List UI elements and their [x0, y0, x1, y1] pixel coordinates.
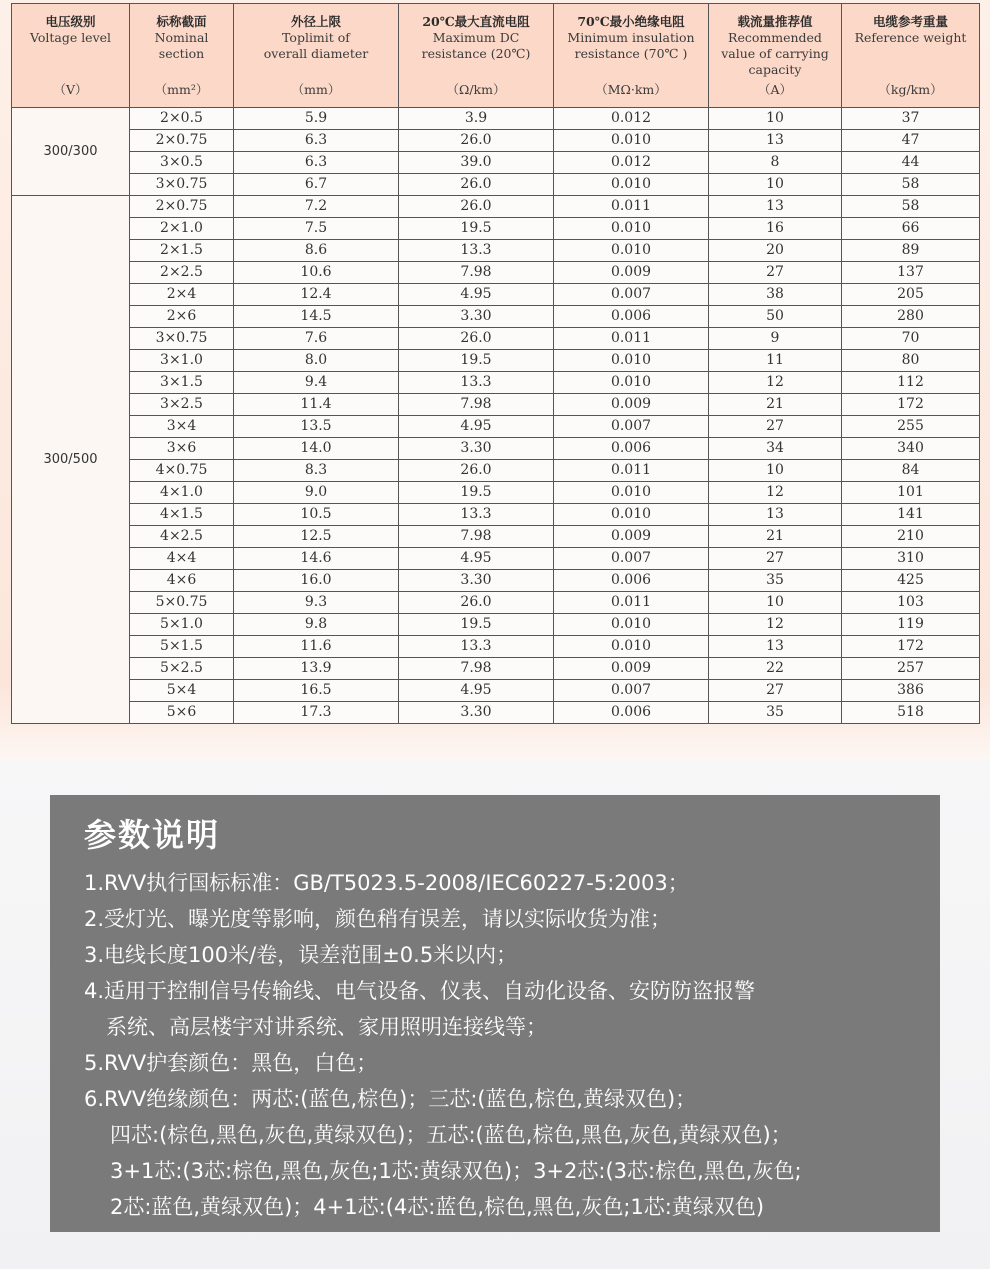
table-body — [12, 108, 980, 724]
table-cell: 39.0 — [399, 152, 554, 174]
table-cell: 37 — [842, 108, 980, 130]
table-row — [12, 306, 980, 328]
table-cell: 255 — [842, 416, 980, 438]
table-cell: 19.5 — [399, 350, 554, 372]
table-cell: 4.95 — [399, 416, 554, 438]
table-cell: 14.6 — [234, 548, 399, 570]
header-voltage: 电压级别 Voltage level （V） — [12, 4, 130, 108]
table-cell: 5.9 — [234, 108, 399, 130]
table-cell: 0.011 — [554, 592, 709, 614]
table-cell: 0.007 — [554, 680, 709, 702]
table-cell: 13 — [709, 504, 842, 526]
table-cell: 0.010 — [554, 636, 709, 658]
table-cell: 12.5 — [234, 526, 399, 548]
table-cell: 14.0 — [234, 438, 399, 460]
table-cell: 2×0.75 — [130, 196, 234, 218]
table-cell: 19.5 — [399, 482, 554, 504]
table-cell: 310 — [842, 548, 980, 570]
table-cell: 19.5 — [399, 218, 554, 240]
table-cell: 20 — [709, 240, 842, 262]
spec-table — [11, 3, 980, 724]
table-row — [12, 152, 980, 174]
table-cell: 4×1.0 — [130, 482, 234, 504]
table-cell: 5×0.75 — [130, 592, 234, 614]
table-cell: 35 — [709, 570, 842, 592]
table-cell: 27 — [709, 548, 842, 570]
table-cell: 172 — [842, 394, 980, 416]
table-cell: 27 — [709, 416, 842, 438]
note-line: 2芯:蓝色,黄绿双色)；4+1芯:(4芯:蓝色,棕色,黑色,灰色;1芯:黄绿双色) — [110, 1195, 765, 1219]
table-cell: 0.006 — [554, 438, 709, 460]
table-cell: 7.5 — [234, 218, 399, 240]
table-cell: 0.006 — [554, 702, 709, 724]
table-cell: 38 — [709, 284, 842, 306]
table-cell: 9.8 — [234, 614, 399, 636]
note-line: 2.受灯光、曝光度等影响，颜色稍有误差，请以实际收货为准； — [84, 907, 672, 931]
table-row — [12, 438, 980, 460]
table-cell: 3.30 — [399, 306, 554, 328]
table-cell: 13 — [709, 196, 842, 218]
table-cell: 0.010 — [554, 350, 709, 372]
table-cell: 6.7 — [234, 174, 399, 196]
table-row — [12, 174, 980, 196]
table-cell: 16.0 — [234, 570, 399, 592]
table-row — [12, 482, 980, 504]
table-cell: 13.3 — [399, 240, 554, 262]
table-cell: 16 — [709, 218, 842, 240]
table-row — [12, 680, 980, 702]
table-cell: 3×0.75 — [130, 328, 234, 350]
table-cell: 0.010 — [554, 504, 709, 526]
table-cell: 10.6 — [234, 262, 399, 284]
table-cell: 8.0 — [234, 350, 399, 372]
voltage-cell: 300/300 — [12, 108, 130, 196]
table-cell: 0.011 — [554, 328, 709, 350]
table-cell: 27 — [709, 262, 842, 284]
table-cell: 0.011 — [554, 196, 709, 218]
table-cell: 26.0 — [399, 328, 554, 350]
table-cell: 0.010 — [554, 614, 709, 636]
table-cell: 0.009 — [554, 658, 709, 680]
table-cell: 0.010 — [554, 130, 709, 152]
table-cell: 2×0.75 — [130, 130, 234, 152]
table-cell: 0.010 — [554, 174, 709, 196]
table-cell: 3×4 — [130, 416, 234, 438]
table-cell: 7.6 — [234, 328, 399, 350]
table-cell: 66 — [842, 218, 980, 240]
table-cell: 4.95 — [399, 284, 554, 306]
table-cell: 13.3 — [399, 504, 554, 526]
table-cell: 9 — [709, 328, 842, 350]
table-row — [12, 262, 980, 284]
note-line: 1.RVV执行国标标准：GB/T5023.5-2008/IEC60227-5:2003； — [84, 871, 689, 895]
table-cell: 4.95 — [399, 548, 554, 570]
note-line: 系统、高层楼宇对讲系统、家用照明连接线等； — [106, 1015, 547, 1039]
table-cell: 7.98 — [399, 394, 554, 416]
table-cell: 26.0 — [399, 196, 554, 218]
table-cell: 34 — [709, 438, 842, 460]
table-row — [12, 196, 980, 218]
table-cell: 26.0 — [399, 592, 554, 614]
table-cell: 9.0 — [234, 482, 399, 504]
header-reference-weight: 电缆参考重量 Reference weight （kg/km） — [842, 4, 980, 108]
table-cell: 13 — [709, 636, 842, 658]
header-nominal-section: 标称截面 Nominal section （mm²） — [130, 4, 234, 108]
table-cell: 17.3 — [234, 702, 399, 724]
table-cell: 14.5 — [234, 306, 399, 328]
table-cell: 7.98 — [399, 262, 554, 284]
note-line: 6.RVV绝缘颜色：两芯:(蓝色,棕色)；三芯:(蓝色,棕色,黄绿双色)； — [84, 1087, 697, 1111]
note-item — [84, 937, 906, 973]
table-cell: 58 — [842, 196, 980, 218]
table-cell: 2×2.5 — [130, 262, 234, 284]
table-cell: 0.010 — [554, 482, 709, 504]
table-cell: 84 — [842, 460, 980, 482]
table-cell: 5×1.5 — [130, 636, 234, 658]
table-cell: 26.0 — [399, 130, 554, 152]
table-cell: 119 — [842, 614, 980, 636]
voltage-cell: 300/500 — [12, 196, 130, 724]
table-cell: 101 — [842, 482, 980, 504]
table-cell: 4×1.5 — [130, 504, 234, 526]
table-row — [12, 328, 980, 350]
table-cell: 21 — [709, 526, 842, 548]
table-cell: 47 — [842, 130, 980, 152]
header-overall-diameter: 外径上限 Toplimit of overall diameter （mm） — [234, 4, 399, 108]
table-cell: 8.6 — [234, 240, 399, 262]
table-cell: 3.30 — [399, 570, 554, 592]
table-cell: 3×6 — [130, 438, 234, 460]
table-row — [12, 350, 980, 372]
table-cell: 13.5 — [234, 416, 399, 438]
table-cell: 5×1.0 — [130, 614, 234, 636]
note-line: 3+1芯:(3芯:棕色,黑色,灰色;1芯:黄绿双色)；3+2芯:(3芯:棕色,黑色,灰色; — [110, 1159, 802, 1183]
table-cell: 112 — [842, 372, 980, 394]
table-cell: 11.4 — [234, 394, 399, 416]
table-cell: 22 — [709, 658, 842, 680]
table-header-row — [12, 4, 980, 108]
table-cell: 0.010 — [554, 240, 709, 262]
table-cell: 11 — [709, 350, 842, 372]
table-cell: 4×0.75 — [130, 460, 234, 482]
table-row — [12, 460, 980, 482]
table-cell: 0.010 — [554, 372, 709, 394]
table-cell: 137 — [842, 262, 980, 284]
table-cell: 3×2.5 — [130, 394, 234, 416]
table-cell: 172 — [842, 636, 980, 658]
table-row — [12, 108, 980, 130]
table-cell: 12 — [709, 372, 842, 394]
table-cell: 2×4 — [130, 284, 234, 306]
table-cell: 26.0 — [399, 174, 554, 196]
table-row — [12, 658, 980, 680]
table-cell: 5×2.5 — [130, 658, 234, 680]
table-row — [12, 130, 980, 152]
table-cell: 7.98 — [399, 526, 554, 548]
table-cell: 26.0 — [399, 460, 554, 482]
table-cell: 6.3 — [234, 130, 399, 152]
table-row — [12, 218, 980, 240]
table-row — [12, 636, 980, 658]
table-row — [12, 548, 980, 570]
note-line: 5.RVV护套颜色：黑色，白色； — [84, 1051, 378, 1075]
notes-panel — [50, 795, 940, 1232]
table-cell: 12.4 — [234, 284, 399, 306]
note-item — [84, 1045, 906, 1081]
header-dc-resistance: 20℃最大直流电阻 Maximum DC resistance (20℃) （Ω/km） — [399, 4, 554, 108]
table-cell: 0.009 — [554, 262, 709, 284]
table-cell: 8.3 — [234, 460, 399, 482]
table-cell: 9.4 — [234, 372, 399, 394]
header-carrying-capacity: 载流量推荐值 Recommended value of carrying capacity （A） — [709, 4, 842, 108]
table-row — [12, 372, 980, 394]
table-cell: 3.9 — [399, 108, 554, 130]
table-cell: 0.007 — [554, 284, 709, 306]
table-cell: 19.5 — [399, 614, 554, 636]
table-row — [12, 240, 980, 262]
table-cell: 3×0.75 — [130, 174, 234, 196]
table-cell: 0.009 — [554, 526, 709, 548]
table-cell: 518 — [842, 702, 980, 724]
table-cell: 205 — [842, 284, 980, 306]
table-cell: 3×1.5 — [130, 372, 234, 394]
table-row — [12, 614, 980, 636]
table-cell: 12 — [709, 482, 842, 504]
table-cell: 6.3 — [234, 152, 399, 174]
table-cell: 3.30 — [399, 702, 554, 724]
table-cell: 257 — [842, 658, 980, 680]
table-cell: 2×1.0 — [130, 218, 234, 240]
table-cell: 141 — [842, 504, 980, 526]
table-row — [12, 526, 980, 548]
table-cell: 3×1.0 — [130, 350, 234, 372]
table-cell: 44 — [842, 152, 980, 174]
table-cell: 3×0.5 — [130, 152, 234, 174]
table-cell: 0.007 — [554, 548, 709, 570]
table-cell: 280 — [842, 306, 980, 328]
table-cell: 2×6 — [130, 306, 234, 328]
table-cell: 386 — [842, 680, 980, 702]
table-cell: 11.6 — [234, 636, 399, 658]
table-cell: 0.012 — [554, 108, 709, 130]
table-cell: 4×4 — [130, 548, 234, 570]
table-cell: 2×1.5 — [130, 240, 234, 262]
table-cell: 16.5 — [234, 680, 399, 702]
table-cell: 35 — [709, 702, 842, 724]
table-cell: 0.012 — [554, 152, 709, 174]
table-cell: 210 — [842, 526, 980, 548]
table-cell: 2×0.5 — [130, 108, 234, 130]
table-row — [12, 504, 980, 526]
table-cell: 27 — [709, 680, 842, 702]
table-row — [12, 570, 980, 592]
table-row — [12, 394, 980, 416]
table-cell: 0.010 — [554, 218, 709, 240]
table-cell: 0.007 — [554, 416, 709, 438]
table-cell: 13 — [709, 130, 842, 152]
table-cell: 0.006 — [554, 306, 709, 328]
table-cell: 70 — [842, 328, 980, 350]
table-cell: 103 — [842, 592, 980, 614]
table-cell: 7.98 — [399, 658, 554, 680]
table-cell: 58 — [842, 174, 980, 196]
note-line: 4.适用于控制信号传输线、电气设备、仪表、自动化设备、安防防盗报警 — [84, 979, 756, 1003]
table-cell: 89 — [842, 240, 980, 262]
header-insulation-resistance: 70℃最小绝缘电阻 Minimum insulation resistance (70℃ ) （MΩ·km） — [554, 4, 709, 108]
table-cell: 425 — [842, 570, 980, 592]
table-row — [12, 416, 980, 438]
table-cell: 10.5 — [234, 504, 399, 526]
note-line: 3.电线长度100米/卷，误差范围±0.5米以内； — [84, 943, 518, 967]
table-cell: 4.95 — [399, 680, 554, 702]
table-cell: 13.3 — [399, 372, 554, 394]
table-cell: 340 — [842, 438, 980, 460]
table-cell: 0.006 — [554, 570, 709, 592]
table-cell: 10 — [709, 174, 842, 196]
note-item — [84, 973, 906, 1045]
table-cell: 80 — [842, 350, 980, 372]
table-cell: 10 — [709, 108, 842, 130]
table-cell: 0.011 — [554, 460, 709, 482]
note-item — [84, 1081, 906, 1225]
table-cell: 13.3 — [399, 636, 554, 658]
table-cell: 10 — [709, 460, 842, 482]
table-cell: 8 — [709, 152, 842, 174]
table-cell: 50 — [709, 306, 842, 328]
table-cell: 12 — [709, 614, 842, 636]
table-cell: 13.9 — [234, 658, 399, 680]
note-line: 四芯:(棕色,黑色,灰色,黄绿双色)；五芯:(蓝色,棕色,黑色,灰色,黄绿双色)； — [110, 1123, 792, 1147]
table-cell: 4×2.5 — [130, 526, 234, 548]
table-cell: 21 — [709, 394, 842, 416]
table-cell: 5×4 — [130, 680, 234, 702]
note-item — [84, 865, 906, 901]
notes-list — [84, 865, 906, 1225]
table-cell: 10 — [709, 592, 842, 614]
table-row — [12, 702, 980, 724]
table-cell: 3.30 — [399, 438, 554, 460]
notes-title: 参数说明 — [84, 816, 221, 854]
table-row — [12, 592, 980, 614]
table-cell: 5×6 — [130, 702, 234, 724]
table-row — [12, 284, 980, 306]
table-cell: 0.009 — [554, 394, 709, 416]
table-cell: 4×6 — [130, 570, 234, 592]
table-cell: 9.3 — [234, 592, 399, 614]
note-item — [84, 901, 906, 937]
table-cell: 7.2 — [234, 196, 399, 218]
